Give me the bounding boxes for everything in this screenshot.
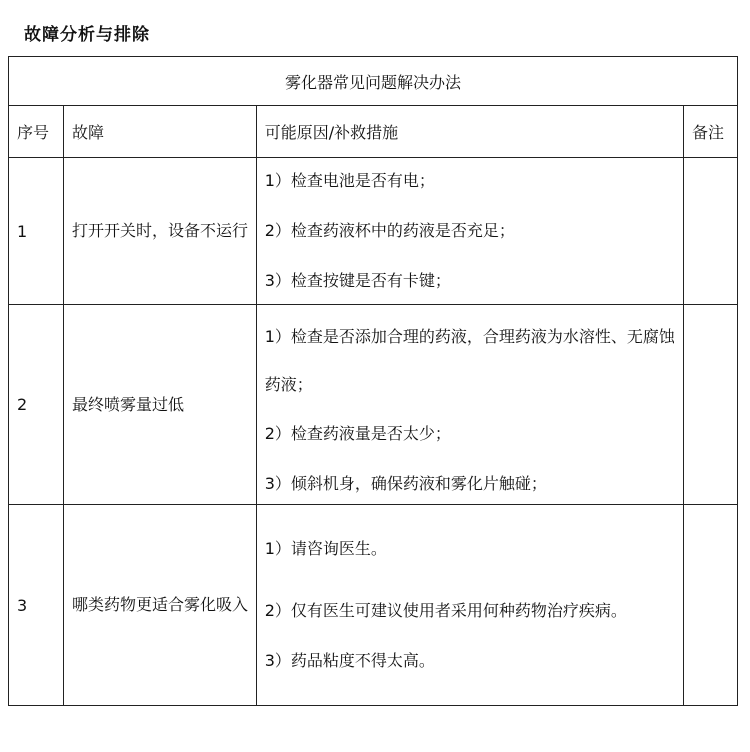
solution-item: 3）倾斜机身，确保药液和雾化片触碰； (264, 473, 547, 493)
row-solutions (256, 505, 683, 706)
row-solutions (256, 305, 683, 505)
solution-item: 3）药品粘度不得太高。 (264, 651, 435, 670)
table-caption-row (9, 57, 738, 106)
row-note (684, 505, 738, 706)
table-caption: 雾化器常见问题解决办法 (9, 57, 738, 106)
table-row (9, 305, 738, 505)
solution-item: 3）检查按键是否有卡键； (264, 271, 451, 290)
row-no: 3 (9, 505, 64, 706)
troubleshooting-table (8, 56, 738, 706)
solution-item: 2）仅有医生可建议使用者采用何种药物治疗疾病。 (264, 601, 627, 620)
table-row (9, 505, 738, 706)
solution-item: 2）检查药液量是否太少； (264, 423, 451, 443)
table-header-row (9, 106, 738, 158)
header-no: 序号 (9, 106, 64, 158)
solution-item: 1）检查是否添加合理的药液，合理药液为水溶性、无腐蚀药液； (264, 326, 675, 394)
row-no: 1 (9, 158, 64, 305)
header-fault: 故障 (64, 106, 257, 158)
row-note (684, 305, 738, 505)
row-fault: 最终喷雾量过低 (64, 305, 257, 505)
row-no: 2 (9, 305, 64, 505)
section-heading: 故障分析与排除 (24, 25, 150, 45)
solution-item: 2）检查药液杯中的药液是否充足； (264, 221, 515, 240)
solution-item: 1）检查电池是否有电； (264, 171, 435, 190)
header-solution: 可能原因/补救措施 (256, 106, 683, 158)
row-fault: 哪类药物更适合雾化吸入 (64, 505, 257, 706)
solution-item: 1）请咨询医生。 (264, 539, 387, 558)
table-row (9, 158, 738, 305)
header-note: 备注 (684, 106, 738, 158)
row-fault: 打开开关时，设备不运行 (64, 158, 257, 305)
row-note (684, 158, 738, 305)
row-solutions (256, 158, 683, 305)
